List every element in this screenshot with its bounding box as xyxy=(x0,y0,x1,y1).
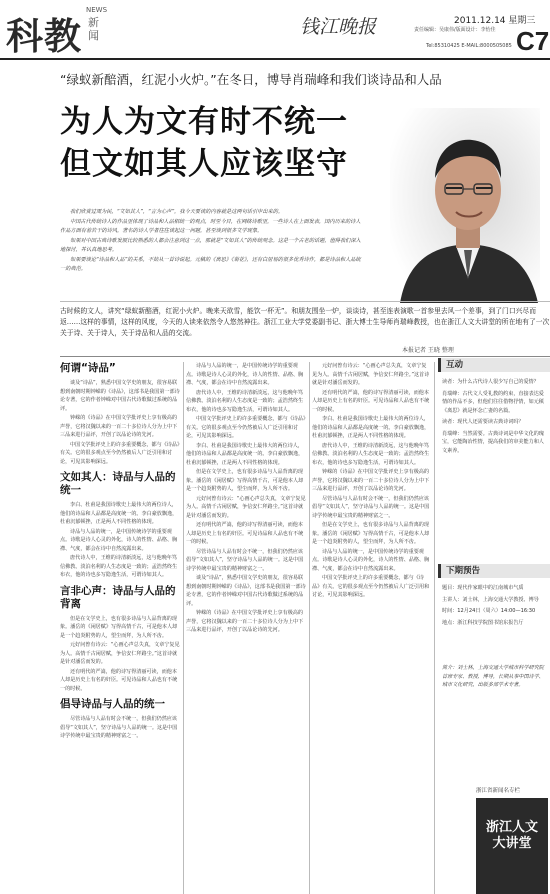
interact-body xyxy=(442,378,548,558)
body-paragraph: 还有明代的严嵩，他的诗写得清丽可读，而他本人却是历史上有名的奸臣。可见诗品和人品也有不统一的时候。 xyxy=(186,522,304,545)
section-en-label: NEWS xyxy=(86,6,108,14)
body-paragraph: 但是在文学史上，也有很多诗品与人品背离的现象。潘岳的《闲居赋》写得高情千古，可是他本人却是一个趋炎附势的人，望尘而拜，为人所不齿。 xyxy=(60,615,178,639)
body-paragraph: 唐代诗人中，王维的诗清新淡远，这与他晚年笃信佛教、淡泊名利的人生态度是一致的；孟浩然终生布衣，他的诗也多写隐逸生活，可谓诗如其人。 xyxy=(312,442,430,466)
body-paragraph: 尽管诗品与人品有时会不统一，但我们仍然应该倡导“文如其人”，坚守诗品与人品的统一。这是中国诗学传统中最宝贵的精神财富之一。 xyxy=(312,495,430,519)
preview-item: 主讲人：刘士林，上海交通大学教授、博导 xyxy=(442,596,539,603)
issue-date: 2011.12.14 星期三 xyxy=(454,16,536,26)
interact-heading: 互动 xyxy=(438,358,550,372)
section-heading: 何谓“诗品” xyxy=(60,362,116,374)
section-subtitle: 新闻 xyxy=(88,16,99,42)
body-paragraph: 元好问曾有诗云：“心画心声总失真，文章宁复见为人。高情千古闲居赋，争信安仁拜路尘。”这首诗就是针对潘岳而发的。 xyxy=(312,363,430,386)
body-paragraph: 元好问曾有诗云：“心画心声总失真，文章宁复见为人。高情千古闲居赋，争信安仁拜路尘。”这首诗就是针对潘岳而发的。 xyxy=(60,642,180,665)
body-paragraph: 元好问曾有诗云：“心画心声总失真，文章宁复见为人。高情千古闲居赋，争信安仁拜路尘。”这首诗就是针对潘岳而发的。 xyxy=(186,495,306,519)
column-divider xyxy=(183,362,184,894)
sidebar xyxy=(438,358,550,894)
body-paragraph: 尽管诗品与人品有时会不统一，但我们仍然应该倡导“文如其人”，坚守诗品与人品的统一。这是中国诗学传统中最宝贵的精神财富之一。 xyxy=(186,548,304,572)
body-paragraph: 尽管诗品与人品有时会不统一，但我们仍然应该倡导“文如其人”，坚守诗品与人品的统一。这是中国诗学传统中最宝贵的精神财富之一。 xyxy=(60,716,178,739)
column-label: 浙江省新闻名专栏 xyxy=(476,788,521,794)
contact-info: Tel:85310425 E-MAIL:8000505085 xyxy=(426,43,512,49)
body-paragraph: 钟嵘的《诗品》在中国文学批评史上享有极高的声誉，它将汉魏以来的一百二十多位诗人分为上中下三品来进行品评，开创了以品论诗的先河。 xyxy=(186,610,304,633)
intro-paragraph: 如果要谈论“诗品和人品”的关系，不妨从一首诗说起。元稹的《离思》《菊花》，还有白居易的很多优秀诗作，都是诗品和人品统一的典范。 xyxy=(60,257,361,272)
preview-item: 地点：浙江科技学院图书馆东报告厅 xyxy=(442,619,524,626)
body-paragraph: 钟嵘的《诗品》在中国文学批评史上享有极高的声誉，它将汉魏以来的一百二十多位诗人分为上中下三品来进行品评，开创了以品论诗的先河。 xyxy=(312,469,430,492)
page-code: C7 xyxy=(516,26,550,56)
qa-item: 读者：现代人还需要读古典诗词吗？ xyxy=(442,419,524,425)
preview-body xyxy=(442,584,548,660)
body-paragraph: 中国文学批评史上的许多重要概念，都与《诗品》有关。它的很多观点至今仍然被后人广泛引用和讨论，可见其影响深远。 xyxy=(312,575,430,598)
qa-item: 读者：为什么古代诗人很少写自己的爱情？ xyxy=(442,379,539,385)
byline: 本报记者 王晓 整理 xyxy=(402,347,454,354)
column-divider xyxy=(434,362,435,894)
body-paragraph: 谈及“诗品”，熟悉中国文学史的朋友，很容易联想到南朝时期钟嵘的《诗品》，这部书是我国第一部诗论专著，它的作者钟嵘对中国古代诗歌做过系统的品评。 xyxy=(186,575,306,607)
masthead-rule xyxy=(0,58,550,60)
article-column-3 xyxy=(312,362,430,894)
speaker-portrait xyxy=(390,108,540,303)
headline-line-2: 但文如其人应该坚守 xyxy=(60,146,348,182)
editor-credits: 责任编辑：吴康伟/版面设计：李怡佳 xyxy=(414,27,496,33)
headline-line-1: 为人为文有时不统一 xyxy=(60,104,348,140)
intro-paragraph: 如果对中国古典诗歌发展比较熟悉的人都会注意到这一点，那就是“文如其人”的传统观念。这是一个古老的话题，值得我们深入地探讨，并认真地思考。 xyxy=(60,238,361,253)
body-paragraph: 还有明代的严嵩，他的诗写得清丽可读，而他本人却是历史上有名的奸臣。可见诗品和人品也有不统一的时候。 xyxy=(60,668,178,692)
speaker-bio: 简介：刘士林，上海交通大学城市科学研究院首席专家、教授、博导，长期从事中国诗学、城市文化研究，出版多部学术专著。 xyxy=(442,665,544,688)
article-column-1 xyxy=(60,362,180,894)
lead-top-rule xyxy=(60,301,550,302)
body-paragraph: 诗品与人品的统一，是中国传统诗学的重要观点。诗歌是诗人心灵的外化，诗人的性情、品格、胸襟、气度，都会在诗中自然流露出来。 xyxy=(60,528,178,552)
lead-paragraph: 古时候的文人，讲究“绿蚁新醅酒，红泥小火炉。晚来天欲雪，能饮一杯无”。和朋友围坐一炉，谈谈诗，甚至连表演歌一首参里去风一个差事，到了门口兴尽而返……这样的事情，这样的风度，今天的人读来依然令人悠然神往。浙江工业大学党委副书记、浙大博士生导师肖瑞峰教授，也在浙江人文大讲堂的所在地有了一次关于诗、关于诗人，关于诗品和人品的交流。 xyxy=(60,307,550,337)
qa-item: 肖瑞峰：古代文人受礼教的约束，直接表达爱情的作品不多，但他们往往借物抒情，如元稹《离思》就是怀念亡妻的名篇。 xyxy=(442,390,544,414)
body-paragraph: 但是在文学史上，也有很多诗品与人品背离的现象。潘岳的《闲居赋》写得高情千古，可是他本人却是一个趋炎附势的人，望尘而拜，为人所不齿。 xyxy=(312,522,430,545)
body-paragraph: 李白、杜甫是我国诗歌史上最伟大的两位诗人，他们的诗品和人品都是高度统一的。李白豪放飘逸，杜甫沉郁顿挫，正是两人不同性格的体现。 xyxy=(312,416,430,439)
section-title: 科教 xyxy=(6,14,82,58)
lead-rule xyxy=(60,356,550,357)
body-paragraph: 李白、杜甫是我国诗歌史上最伟大的两位诗人，他们的诗品和人品都是高度统一的。李白豪放飘逸，杜甫沉郁顿挫，正是两人不同性格的体现。 xyxy=(60,502,178,525)
intro-paragraph: 我们欣赏过周为民，“文如其人”，“言为心声”，我今天要谈的内容就是这两句话引申出来的。 xyxy=(70,209,284,215)
body-paragraph: 中国文学批评史上的许多重要概念，都与《诗品》有关。它的很多观点至今仍然被后人广泛引用和讨论，可见其影响深远。 xyxy=(186,416,306,439)
body-paragraph: 诗品与人品的统一，是中国传统诗学的重要观点。诗歌是诗人心灵的外化，诗人的性情、品格、胸襟、气度，都会在诗中自然流露出来。 xyxy=(186,363,304,386)
intro-paragraph: 中国古代传统诗人的作品里体现了诗品和人品相统一的观点，时至今日，在网络诗歌里，一些诗人在上面发表，国内历来的诗人作品方面有着若干的诗风，著名的诗人学者往往谈起这一问题，甚至谈到很多文学现象。 xyxy=(60,219,361,234)
preview-item: 题目：现代作家眼中的江南城市气质 xyxy=(442,585,524,591)
preview-item: 时间：12月24日（周六）14:00—16:30 xyxy=(442,608,536,614)
masthead xyxy=(0,0,550,62)
body-paragraph: 唐代诗人中，王维的诗清新淡远，这与他晚年笃信佛教、淡泊名利的人生态度是一致的；孟浩然终生布衣，他的诗也多写隐逸生活，可谓诗如其人。 xyxy=(186,389,304,413)
body-paragraph: 谈及“诗品”，熟悉中国文学史的朋友，很容易联想到南朝时期钟嵘的《诗品》，这部书是我国第一部诗论专著，它的作者钟嵘对中国古代诗歌做过系统的品评。 xyxy=(60,380,180,412)
section-heading: 言非心声：诗品与人品的背离 xyxy=(60,584,176,610)
article-column-2 xyxy=(186,362,306,894)
column-divider xyxy=(309,362,310,894)
body-paragraph: 唐代诗人中，王维的诗清新淡远，这与他晚年笃信佛教、淡泊名利的人生态度是一致的；孟浩然终生布衣，他的诗也多写隐逸生活，可谓诗如其人。 xyxy=(60,555,178,578)
qa-item: 肖瑞峰：当然需要。古典诗词是中华文化的瑰宝，它能陶冶性情，提高我们的审美能力和人文素养。 xyxy=(442,430,544,454)
section-heading: 文如其人：诗品与人品的统一 xyxy=(60,471,176,496)
body-paragraph: 还有明代的严嵩，他的诗写得清丽可读，而他本人却是历史上有名的奸臣。可见诗品和人品也有不统一的时候。 xyxy=(312,389,430,413)
body-paragraph: 李白、杜甫是我国诗歌史上最伟大的两位诗人，他们的诗品和人品都是高度统一的。李白豪放飘逸，杜甫沉郁顿挫，正是两人不同性格的体现。 xyxy=(186,442,304,466)
body-paragraph: 钟嵘的《诗品》在中国文学批评史上享有极高的声誉，它将汉魏以来的一百二十多位诗人分为上中下三品来进行品评，开创了以品论诗的先河。 xyxy=(60,415,178,438)
section-heading: 倡导诗品与人品的统一 xyxy=(60,698,165,710)
column-emblem xyxy=(476,798,548,894)
column-emblem-title: 浙江人文大讲堂 xyxy=(485,820,538,851)
body-paragraph: 诗品与人品的统一，是中国传统诗学的重要观点。诗歌是诗人心灵的外化，诗人的性情、品格、胸襟、气度，都会在诗中自然流露出来。 xyxy=(312,548,430,572)
newspaper-logo: 钱江晚报 xyxy=(300,16,377,38)
body-paragraph: 中国文学批评史上的许多重要概念，都与《诗品》有关。它的很多观点至今仍然被后人广泛引用和讨论，可见其影响深远。 xyxy=(60,441,180,465)
preview-heading: 下期预告 xyxy=(438,564,550,578)
body-paragraph: 但是在文学史上，也有很多诗品与人品背离的现象。潘岳的《闲居赋》写得高情千古，可是他本人却是一个趋炎附势的人，望尘而拜，为人所不齿。 xyxy=(186,469,304,492)
intro-text xyxy=(60,208,365,296)
headline-kicker: “绿蚁新醅酒，红泥小火炉。”在冬日，博导肖瑞峰和我们谈诗品和人品 xyxy=(60,72,442,87)
